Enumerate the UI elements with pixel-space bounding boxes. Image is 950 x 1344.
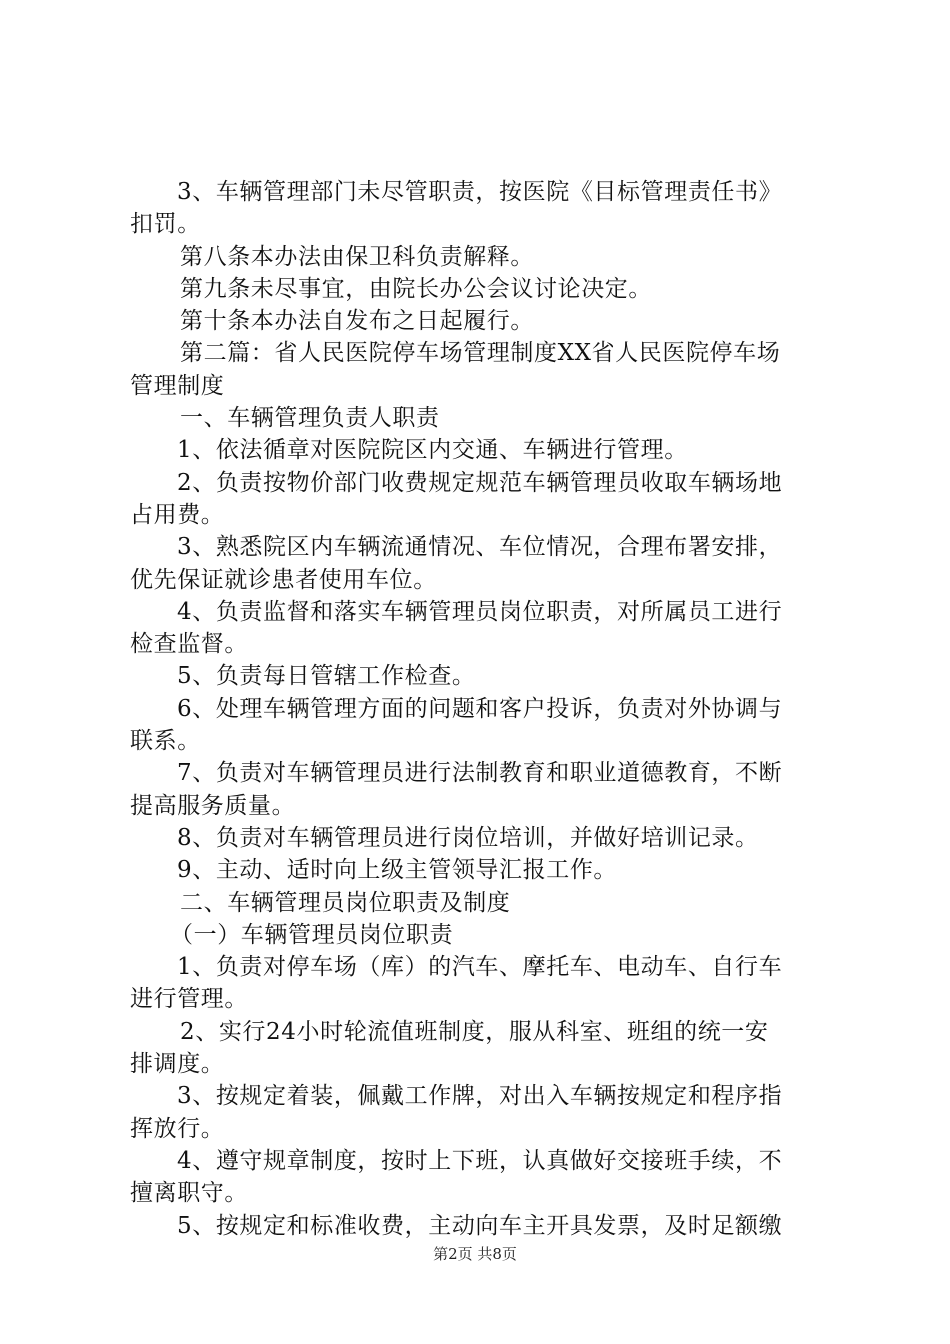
text-line: 9、主动、适时向上级主管领导汇报工作。 [177,857,618,884]
text-line: 4、遵守规章制度，按时上下班，认真做好交接班手续，不 [177,1147,783,1174]
text-line: 排调度。 [130,1051,225,1078]
page-footer: 第2页 共8页 [433,1245,517,1263]
text-line: 3、熟悉院区内车辆流通情况、车位情况，合理布署安排， [177,534,783,561]
text-line: 提高服务质量。 [130,792,296,819]
text-line: （一）车辆管理员岗位职责 [170,921,454,948]
text-line: 联系。 [130,728,201,755]
text-line: 第二篇：省人民医院停车场管理制度XX省人民医院停车场 [180,340,781,367]
text-line: 扣罚。 [130,211,201,238]
text-line: 3、按规定着装，佩戴工作牌，对出入车辆按规定和程序指 [177,1083,783,1110]
text-line: 5、负责每日管辖工作检查。 [177,663,476,690]
text-line: 一、车辆管理负责人职责 [180,405,440,432]
document-body [130,176,830,1242]
text-line: 挥放行。 [130,1115,225,1142]
text-line: 4、负责监督和落实车辆管理员岗位职责，对所属员工进行 [177,598,783,625]
text-line: 7、负责对车辆管理员进行法制教育和职业道德教育，不断 [177,760,783,787]
text-line: 优先保证就诊患者使用车位。 [130,566,437,593]
text-line: 8、负责对车辆管理员进行岗位培训，并做好培训记录。 [177,824,759,851]
text-line: 管理制度 [130,372,225,399]
text-line: 二、车辆管理员岗位职责及制度 [180,889,511,916]
text-line: 进行管理。 [130,986,248,1013]
text-line: 第九条未尽事宜，由院长办公会议讨论决定。 [180,275,652,302]
text-line: 5、按规定和标准收费，主动向车主开具发票，及时足额缴 [177,1212,783,1239]
text-line: 2、负责按物价部门收费规定规范车辆管理员收取车辆场地 [177,469,783,496]
text-line: 占用费。 [130,501,225,528]
text-line: 擅离职守。 [130,1180,248,1207]
text-line: 6、处理车辆管理方面的问题和客户投诉，负责对外协调与 [177,695,783,722]
text-line: 1、依法循章对医院院区内交通、车辆进行管理。 [177,437,688,464]
text-line: 第八条本办法由保卫科负责解释。 [180,243,534,270]
text-line: 1、负责对停车场（库）的汽车、摩托车、电动车、自行车 [177,954,783,981]
text-line: 第十条本办法自发布之日起履行。 [180,308,534,335]
text-line: 2、实行24小时轮流值班制度，服从科室、班组的统一安 [180,1018,769,1045]
text-line: 3、车辆管理部门未尽管职责，按医院《目标管理责任书》 [177,179,783,205]
text-line: 检查监督。 [130,631,248,658]
